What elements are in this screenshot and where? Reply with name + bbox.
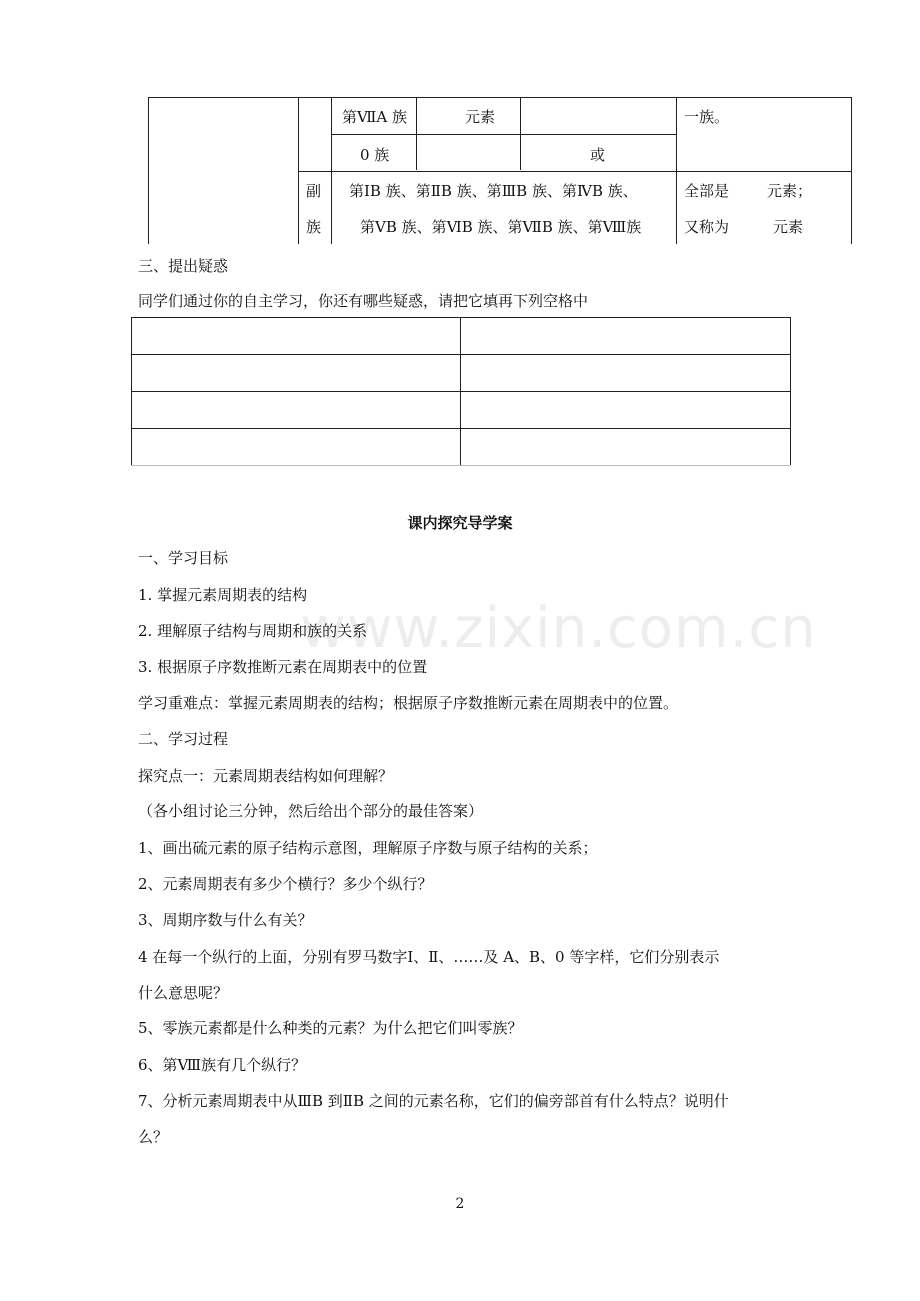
question: 2、元素周期表有多少个横行？多少个纵行？ [138,875,433,893]
sub-group-list: 第ⅠB 族、第ⅡB 族、第ⅢB 族、第ⅣB 族、 [349,182,638,200]
list-item: 3. 根据原子序数推断元素在周期表中的位置 [138,658,428,676]
sub-group-label: 副 [306,182,322,200]
grid-line [460,317,461,465]
page-number: 2 [455,1196,465,1212]
grid-line [131,317,132,465]
question: 3、周期序数与什么有关？ [138,911,313,929]
question: 什么意思呢？ [138,984,229,1002]
table-border-left [148,97,149,244]
sub-group-desc: 元素 [773,218,804,236]
sub-group-desc: 全部是 [684,182,730,200]
cell-one-group: 一族。 [684,108,730,126]
table-border-top [148,97,852,98]
grid-line [131,465,790,466]
cell-group-0: 0 族 [360,146,390,164]
paragraph: （各小组讨论三分钟，然后给出个部分的最佳答案） [138,802,484,820]
grid-line [790,317,791,465]
question: 么？ [138,1128,169,1146]
section-heading: 一、学习目标 [138,549,229,567]
table-divider [331,134,676,135]
paragraph: 探究点一：元素周期表结构如何理解？ [138,767,394,785]
question: 4 在每一个纵行的上面，分别有罗马数字Ⅰ、Ⅱ、……及 A、B、0 等字样，它们分别表示 [138,948,720,966]
sub-group-desc: 又称为 [684,218,730,236]
cell-group-7a: 第ⅦA 族 [342,108,407,126]
cell-or: 或 [590,146,606,164]
section-heading: 三、提出疑惑 [138,257,229,275]
list-item: 1. 掌握元素周期表的结构 [138,586,308,604]
paragraph: 同学们通过你的自主学习，你还有哪些疑惑，请把它填再下列空格中 [138,292,589,310]
page-title: 课内探究导学案 [407,514,513,532]
section-heading: 二、学习过程 [138,730,229,748]
key-points: 学习重难点：掌握元素周期表的结构；根据原子序数推断元素在周期表中的位置。 [138,694,679,712]
sub-group-label: 族 [306,218,322,236]
question: 6、第Ⅷ族有几个纵行？ [138,1056,307,1074]
question: 1、画出硫元素的原子结构示意图，理解原子序数与原子结构的关系； [138,839,598,857]
question: 5、零族元素都是什么种类的元素？为什么把它们叫零族？ [138,1019,523,1037]
sub-group-list: 第ⅤB 族、第ⅥB 族、第ⅦB 族、第Ⅷ族 [360,218,642,236]
question: 7、分析元素周期表中从ⅢB 到ⅡB 之间的元素名称，它们的偏旁部首有什么特点？说明什 [138,1092,729,1110]
list-item: 2. 理解原子结构与周期和族的关系 [138,622,368,640]
table-divider [298,171,852,172]
watermark: www.zixin.com.cn [300,596,817,661]
cell-element: 元素 [465,108,496,126]
sub-group-desc: 元素； [767,182,813,200]
